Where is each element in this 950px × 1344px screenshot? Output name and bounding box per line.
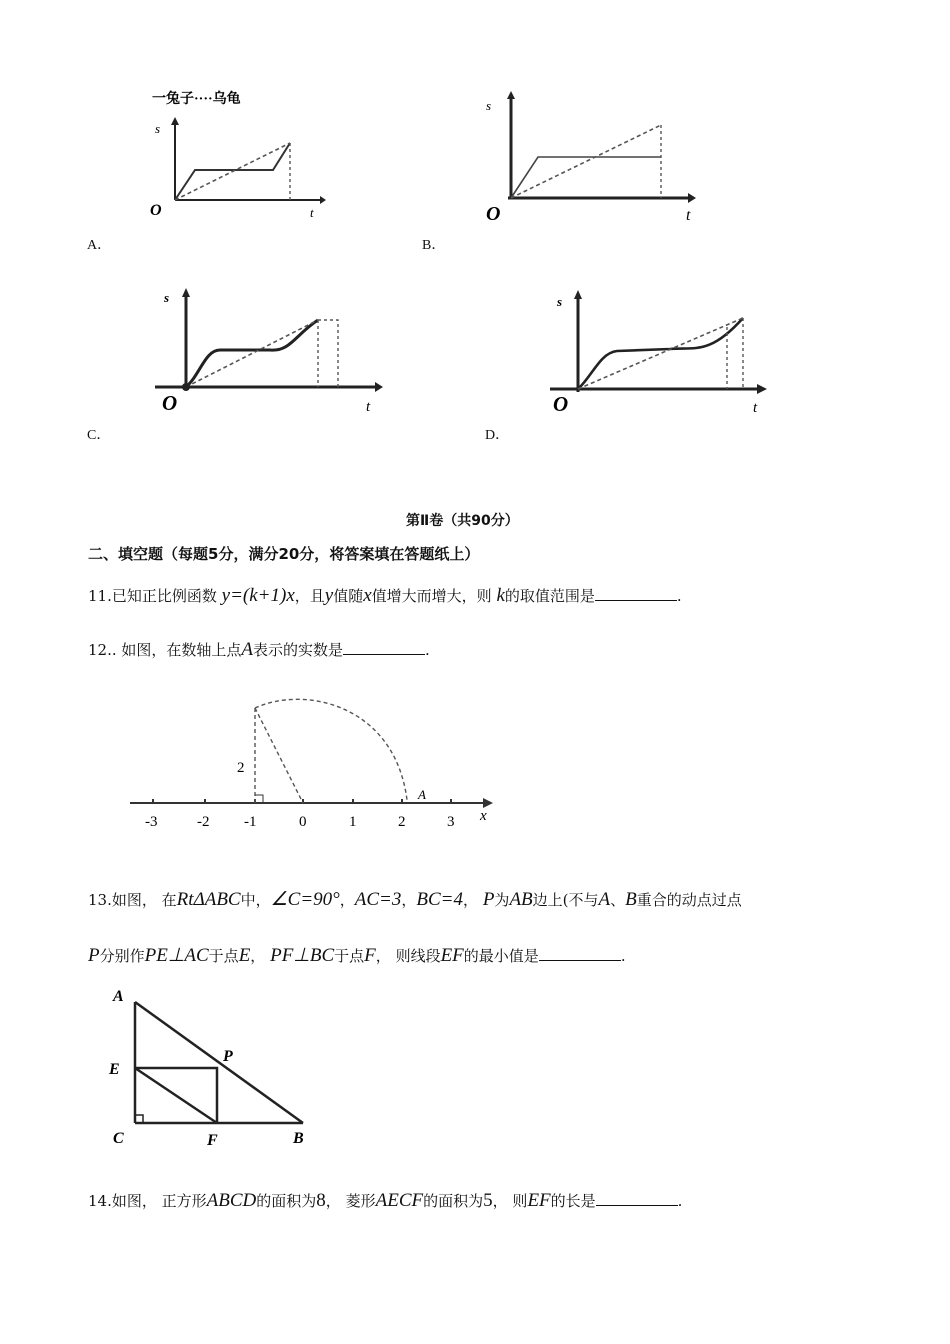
vertex-a-label: A	[113, 988, 124, 1005]
graph-d	[545, 285, 785, 420]
vertex-f-label: F	[207, 1132, 218, 1149]
q13-pe: PE⊥AC	[144, 945, 209, 966]
t-axis-label: t	[686, 207, 691, 224]
option-a-label: A．	[87, 238, 112, 253]
q13-text: ，	[463, 891, 479, 909]
q13-text: 为	[494, 891, 510, 909]
option-d-label: D．	[485, 428, 510, 443]
q14-number: 14.	[88, 1192, 112, 1210]
q13-text: 于点	[334, 947, 365, 965]
q14-text: 的面积为	[256, 1192, 317, 1210]
q13-p: P	[88, 945, 100, 966]
q13-b: B	[625, 889, 637, 910]
q13-p: P	[482, 889, 495, 910]
q14-text: 的长是	[550, 1192, 596, 1210]
q13-text: 的最小值是	[463, 947, 539, 965]
tick-label: -3	[145, 814, 158, 830]
origin-label: O	[162, 391, 178, 415]
q14-text: 如图，	[111, 1192, 157, 1210]
triangle-figure	[105, 985, 325, 1150]
point-a-label: A	[418, 787, 426, 802]
tick-label: 0	[299, 814, 307, 830]
q13-f: F	[364, 945, 376, 966]
graph-a	[140, 85, 340, 225]
s-axis-label: s	[557, 294, 563, 309]
q13-text: 分别作	[99, 947, 145, 965]
q13-ab: AB	[509, 889, 533, 910]
tick-label: 1	[349, 814, 357, 830]
q13-text: ，	[339, 891, 355, 909]
q14-text: ，	[325, 1192, 341, 1210]
question-14	[88, 1191, 682, 1211]
question-12	[88, 640, 430, 660]
q11-text: 值增大而增大，则	[371, 587, 492, 605]
question-13-line2	[88, 946, 626, 966]
q11-text: ，且	[294, 587, 325, 605]
section-heading: 二、填空题（每题5分，满分20分，将答案填在答题纸上）	[88, 545, 480, 563]
section-title: 第Ⅱ卷（共90分）	[406, 513, 519, 529]
tick-label: 2	[398, 814, 406, 830]
vertex-b-label: B	[293, 1130, 304, 1147]
q14-text: ，	[492, 1192, 508, 1210]
q11-text: 的取值范围是	[504, 587, 595, 605]
option-c-label: C．	[87, 428, 111, 443]
q11-var-y: y	[324, 585, 334, 606]
s-axis-label: s	[486, 98, 492, 113]
q12-text: 表示的实数是	[253, 641, 344, 659]
question-11	[88, 586, 682, 606]
q14-area-square: 8	[316, 1190, 326, 1211]
origin-label: O	[150, 202, 162, 219]
answer-blank	[596, 1191, 678, 1206]
q12-var-a: A	[241, 639, 254, 660]
q13-text: 则线段	[395, 947, 441, 965]
q13-end: .	[620, 947, 626, 965]
q14-text: 菱形	[345, 1192, 376, 1210]
q13-text: 于点	[208, 947, 239, 965]
graph-c	[150, 280, 390, 420]
q11-text: 已知正比例函数	[111, 587, 217, 605]
q14-text: 正方形	[161, 1192, 207, 1210]
q13-ef: EF	[440, 945, 464, 966]
vertex-e-label: E	[109, 1061, 120, 1078]
q13-text: ，	[375, 947, 391, 965]
q14-square: ABCD	[206, 1190, 257, 1211]
tick-label: -2	[197, 814, 210, 830]
t-axis-label: t	[366, 399, 371, 415]
q13-text: ，	[250, 947, 266, 965]
q13-number: 13.	[88, 891, 112, 909]
q14-text: 则	[512, 1192, 528, 1210]
vertex-p-label: P	[223, 1048, 233, 1065]
q11-var-k: k	[496, 585, 505, 606]
answer-blank	[539, 946, 621, 961]
q14-text: 的面积为	[423, 1192, 484, 1210]
q14-end: .	[677, 1192, 683, 1210]
q14-area-rhombus: 5	[483, 1190, 493, 1211]
q12-text: . 如图，在数轴上点	[111, 641, 242, 659]
number-line-figure	[125, 690, 505, 840]
q14-ef: EF	[527, 1190, 551, 1211]
q11-end: .	[676, 587, 682, 605]
origin-label: O	[553, 392, 569, 416]
q12-number: 12.	[88, 641, 112, 659]
q14-rhombus: AECF	[375, 1190, 424, 1211]
q11-number: 11.	[88, 587, 112, 605]
q13-pf: PF⊥BC	[270, 945, 335, 966]
vertex-c-label: C	[113, 1130, 124, 1147]
t-axis-label: t	[753, 400, 758, 416]
option-b-label: B．	[422, 238, 446, 253]
q11-var-x: x	[363, 585, 372, 606]
t-axis-label: t	[310, 205, 314, 220]
q13-text: 中，	[240, 891, 271, 909]
answer-blank	[595, 586, 677, 601]
q13-rt: Rt	[176, 889, 194, 910]
q13-bc: BC=4	[416, 889, 464, 910]
q13-angle: ∠C=90°	[270, 889, 340, 910]
q13-text: ，	[401, 891, 417, 909]
s-axis-label: s	[155, 121, 161, 136]
q13-e: E	[238, 945, 251, 966]
tick-label: -1	[244, 814, 257, 830]
q13-text: 、	[610, 891, 626, 909]
graph-b	[478, 85, 708, 230]
q13-text: 边上(不与	[532, 891, 599, 909]
q13-ac: AC=3	[354, 889, 402, 910]
tick-label: 3	[447, 814, 455, 830]
q11-text: 值随	[333, 587, 364, 605]
q13-a: A	[598, 889, 611, 910]
q13-text: 重合的动点过点	[636, 891, 742, 909]
height-label: 2	[237, 760, 245, 776]
origin-label: O	[486, 203, 501, 225]
s-axis-label: s	[164, 290, 170, 305]
answer-blank	[343, 640, 425, 655]
q13-text: 在	[161, 891, 177, 909]
question-13	[88, 890, 742, 910]
q12-end: .	[425, 641, 430, 659]
q13-text: 如图，	[111, 891, 157, 909]
x-axis-label: x	[480, 808, 487, 824]
q13-triangle: ΔABC	[193, 889, 241, 910]
legend-text: 一兔子····乌龟	[152, 92, 241, 107]
q11-formula: y=(k+1)x	[221, 585, 295, 606]
